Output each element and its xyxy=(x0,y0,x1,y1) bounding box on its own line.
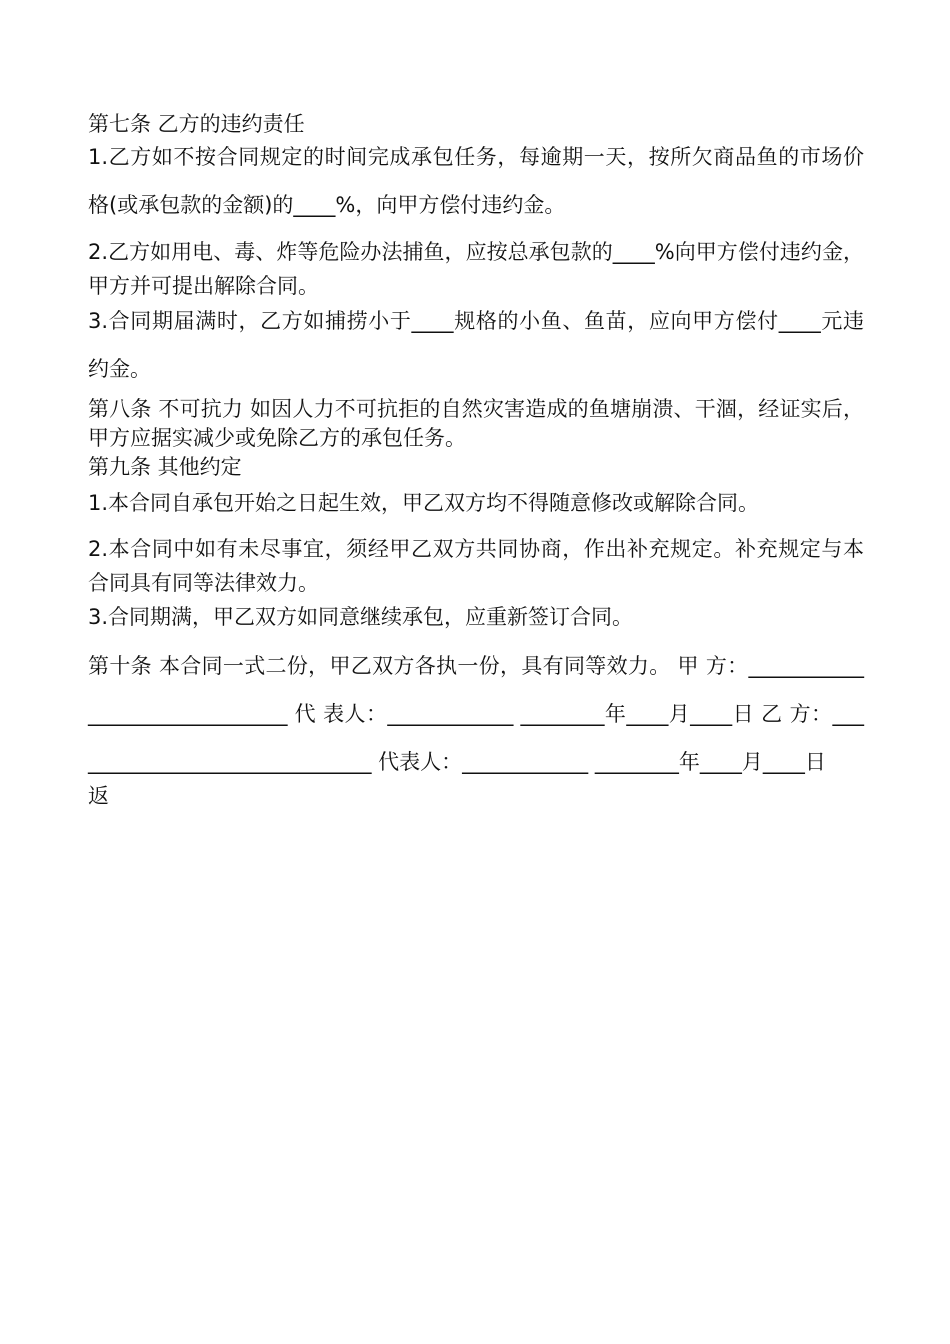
trailing-text: 返 xyxy=(88,784,109,808)
article-9-item-3: 3.合同期满，甲乙双方如同意继续承包，应重新签订合同。 xyxy=(88,605,634,629)
article-9-title: 第九条 其他约定 xyxy=(88,455,242,479)
article-9-item-2: 2.本合同中如有未尽事宜，须经甲乙双方共同协商，作出补充规定。补充规定与本合同具有同等法律效力。 xyxy=(88,537,864,595)
article-10-signature-block: 第十条 本合同一式二份，甲乙双方各执一份，具有同等效力。 甲 方：______________________________ 代 表人：____________ ________年____月____日 乙 方：______________________________ 代表人：____________ ________年____月____日 xyxy=(88,654,864,774)
article-7-item-2: 2.乙方如用电、毒、炸等危险办法捕鱼，应按总承包款的____%向甲方偿付违约金，甲方并可提出解除合同。 xyxy=(88,240,864,298)
article-7-item-3: 3.合同期届满时，乙方如捕捞小于____规格的小鱼、鱼苗，应向甲方偿付____元违约金。 xyxy=(88,309,864,381)
contract-page xyxy=(88,110,864,811)
article-7-title: 第七条 乙方的违约责任 xyxy=(88,112,305,136)
article-8: 第八条 不可抗力 如因人力不可抗拒的自然灾害造成的鱼塘崩溃、干涸，经证实后，甲方应据实减少或免除乙方的承包任务。 xyxy=(88,397,864,450)
article-9-item-1: 1.本合同自承包开始之日起生效，甲乙双方均不得随意修改或解除合同。 xyxy=(88,491,760,515)
article-7-item-1: 1.乙方如不按合同规定的时间完成承包任务，每逾期一天，按所欠商品鱼的市场价格(或承包款的金额)的____%，向甲方偿付违约金。 xyxy=(88,145,864,217)
